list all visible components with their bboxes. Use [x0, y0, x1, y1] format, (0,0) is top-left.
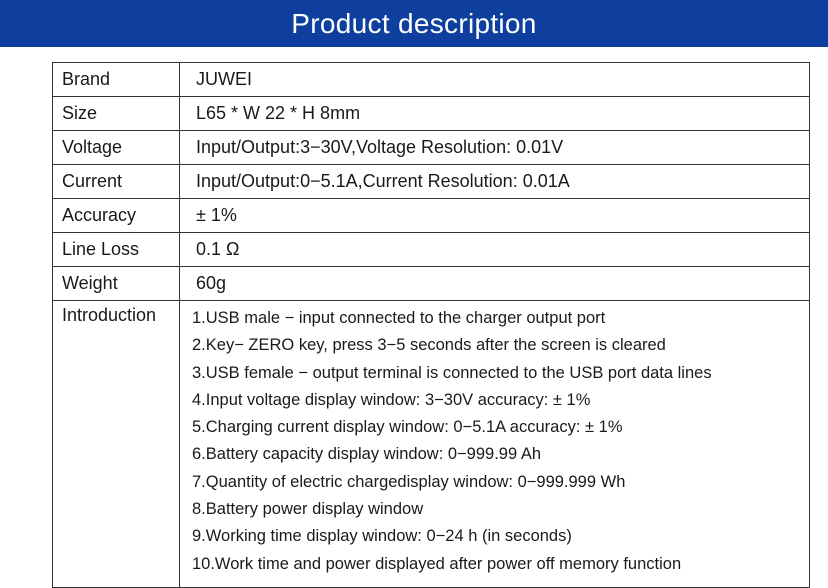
introduction-item: 9.Working time display window: 0−24 h (in seconds): [192, 527, 572, 546]
spec-row-line-loss: [53, 233, 810, 267]
spec-value: Input/Output:0−5.1A,Current Resolution: 0.01A: [180, 165, 810, 199]
spec-label: Brand: [53, 63, 180, 97]
header-banner: [0, 0, 828, 47]
introduction-item: 7.Quantity of electric chargedisplay window: 0−999.999 Wh: [192, 472, 626, 491]
spec-label: Size: [53, 97, 180, 131]
page-title: Product description: [291, 7, 537, 39]
spec-row-introduction: [53, 301, 810, 588]
introduction-item: 3.USB female − output terminal is connected to the USB port data lines: [192, 363, 712, 382]
spec-row-weight: [53, 267, 810, 301]
spec-table: [52, 62, 810, 588]
spec-label: Accuracy: [53, 199, 180, 233]
spec-value: 60g: [180, 267, 810, 301]
introduction-item: 5.Charging current display window: 0−5.1A accuracy: ± 1%: [192, 418, 623, 437]
introduction-list: [180, 301, 810, 588]
spec-value: L65 * W 22 * H 8mm: [180, 97, 810, 131]
spec-row-size: [53, 97, 810, 131]
spec-value: 0.1 Ω: [180, 233, 810, 267]
spec-label: Weight: [53, 267, 180, 301]
spec-row-brand: [53, 63, 810, 97]
introduction-item: 1.USB male − input connected to the charger output port: [192, 309, 606, 327]
spec-row-voltage: [53, 131, 810, 165]
spec-label: Line Loss: [53, 233, 180, 267]
spec-label: Voltage: [53, 131, 180, 165]
introduction-item: 2.Key− ZERO key, press 3−5 seconds after the screen is cleared: [192, 336, 666, 355]
introduction-item: 4.Input voltage display window: 3−30V accuracy: ± 1%: [192, 390, 591, 409]
introduction-item: 10.Work time and power displayed after power off memory function: [192, 554, 682, 573]
introduction-item: 6.Battery capacity display window: 0−999.99 Ah: [192, 445, 542, 464]
spec-row-accuracy: [53, 199, 810, 233]
spec-label: Current: [53, 165, 180, 199]
spec-row-current: [53, 165, 810, 199]
spec-value: ± 1%: [180, 199, 810, 233]
introduction-item: 8.Battery power display window: [192, 500, 424, 519]
spec-value: JUWEI: [180, 63, 810, 97]
spec-label: Introduction: [53, 301, 180, 588]
spec-value: Input/Output:3−30V,Voltage Resolution: 0.01V: [180, 131, 810, 165]
